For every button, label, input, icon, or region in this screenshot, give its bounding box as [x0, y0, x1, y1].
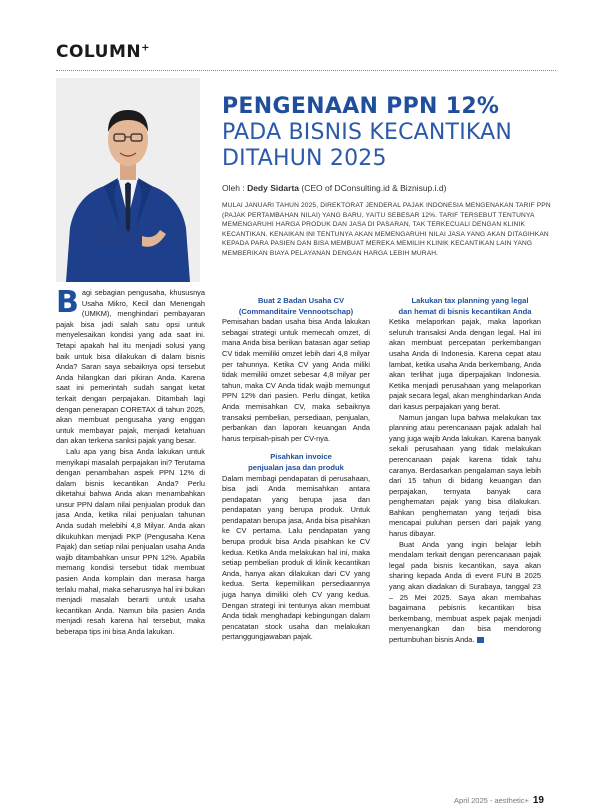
page-number: 19: [532, 795, 544, 806]
column-3: [389, 296, 541, 646]
byline: [222, 183, 446, 193]
subheading-cv-line-2: (Commanditaire Vennootschap): [238, 306, 354, 316]
column3-paragraph-2: Namun jangan lupa bahwa melakukan tax planning atau perencanaan pajak adalah hal yang juga wajib Anda lakukan. Karena banyak sekali perusahaan yang tidak melakukan perencanaan pajak karena tidak tahu caranya. Berdasarkan pengalaman saya lebih dari 15 tahun di bidang keuangan dan perpajakan, ternyata banyak cara penghematan pajak yang bisa dilakukan. Bahkan penghematan yang terjadi bisa mencapai puluhan persen dari pajak yang harus dibayar.: [389, 412, 541, 539]
section-mark: +: [141, 42, 150, 54]
column1-paragraph-2: Lalu apa yang bisa Anda lakukan untuk menyikapi masalah perpajakan ini? Terutama dengan penambahan aspek PPN 12% di dalam bisnis kecantikan Anda? Perlu diketahui bahwa Anda akan menambahkan unsur PPN dalam nilai penjualan produk dan jasa Anda, ketika nilai penjualan tahunan Anda sudah melebihi 4,8 Milyar. Anda akan dikukuhkan menjadi PKP (Pengusaha Kena Pajak) dan setiap nilai penjualan usaha Anda wajib ditambahkan unsur PPN 12%. Apabila memang kondisi tersebut tidak membuat pasien Anda komplain dan merasa harga terlalu mahal, maka seharusnya hal ini bukan menjadi masalah berarti untuk usaha kecantikan Anda. Namun bila pasien Anda menjadi resah karena hal tersebut, maka beberapa tips ini bisa Anda lakukan.: [56, 446, 205, 636]
footer-label: April 2025 - aesthetic+: [454, 796, 529, 805]
article-title: [222, 94, 552, 172]
title-line-1: PENGENAAN PPN 12%: [222, 94, 500, 119]
subheading-cv: [222, 296, 370, 317]
end-mark-icon: [477, 637, 484, 643]
header-divider: [56, 70, 556, 71]
lead-paragraph: MULAI JANUARI TAHUN 2025, DIREKTORAT JENDERAL PAJAK INDONESIA MENGENAKAN TARIF PPN (PAJAK PERTAMBAHAN NILAI) YANG BARU, YAITU SEBESAR 12%. TARIF TERSEBUT TENTUNYA MEMENGARUHI HARGA PRODUK DAN JASA DI PASARAN, TAK TERKECUALI DENGAN KLINIK KECANTIKAN. KENAIKAN INI TENTUNYA AKAN MEMENGARUHI NILAI JASA YANG AKAN DITAGIHKAN KEPADA PARA PASIEN DAN BISA MEMBUAT MEREKA MEMILIH KLINIK KECANTIKAN LAIN YANG MEMBERIKAN BIAYA PELAYANAN DENGAN HARGA LEBIH MURAH.: [222, 202, 551, 257]
column-2: [222, 296, 370, 643]
subheading-invoice-line-2: penjualan jasa dan produk: [248, 462, 344, 472]
drop-cap: B: [56, 285, 79, 320]
subheading-tax-line-2: dan hemat di bisnis kecantikan Anda: [398, 306, 532, 316]
section-header: [56, 42, 150, 62]
author-photo: [56, 78, 200, 282]
page-footer: [454, 795, 544, 806]
column1-paragraph-1-text: agi sebagian pengusaha, khususnya Usaha Mikro, Kecil dan Menengah (UMKM), menghindari pembayaran pajak bisa jadi salah satu opsi untuk menyelesaikan kondisi yang ada saat ini. Tetapi apakah hal itu menjadi solusi yang baik untuk bisa dilakukan di dalam bisnis Anda? Saran saya sebaiknya opsi tersebut Anda hilangkan dari pikiran Anda. Karena saat ini pemerintah sudah sangat ketat terkait dengan perpajakan. Ditambah lagi dengan penerapan CORETAX di tahun 2025, akan membuat pengusaha yang enggan untuk membayar pajak, menjadi ketahuan dan akan terkena sanksi pajak yang besar.: [56, 288, 205, 446]
author-name: Dedy Sidarta: [247, 183, 300, 193]
byline-prefix: Oleh :: [222, 183, 245, 193]
column2-paragraph-2: Dalam membagi pendapatan di perusahaan, bisa jadi Anda memisahkan antara pendapatan yang berupa jasa dan pendapatan yang berupa produk. Untuk pendapatan berupa jasa, Anda bisa pisahkan ke CV pertama. Lalu pendapatan yang berupa produk bisa Anda pisahkan ke CV kedua. Ketika Anda melakukan hal ini, maka setiap pembelian produk di klinik kecantikan Anda, hanya akan dilakukan dari CV yang kedua. Serta kepemilikan persediaannya juga hanya dimiliki oleh CV yang kedua. Dengan strategi ini tentunya akan membuat Anda tidak menghadapi kebingungan dalam pencatatan stock usaha dan melakukan pertanggungjawaban pajak.: [222, 473, 370, 642]
column3-paragraph-3: [389, 540, 541, 646]
subheading-invoice: [222, 452, 370, 473]
column3-paragraph-3-text: Buat Anda yang ingin belajar lebih mendalam terkait dengan perencanaan pajak legal pada bisnis kecantikan, saya akan sharing kepada Anda di event FUN B 2025 yang akan diadakan di Surabaya, tanggal 23 – 25 Mei 2025. Saya akan membahas bagaimana pebisnis kecantikan bisa berkembang, membuat aspek pajak menjadi menyenangkan dan bisa mendorong pertumbuhan bisnis Anda.: [389, 539, 541, 644]
title-line-3: DITAHUN 2025: [222, 146, 387, 171]
column3-paragraph-1: Ketika melaporkan pajak, maka laporkan seluruh transaksi Anda dengan legal. Hal ini akan membuat percepatan perkembangan usaha Anda di Indonesia. Karena cepat atau lambat, ketika usaha Anda berkembang, Anda akan terlihat juga diperpajakan Indonesia. Ketika menjadi perusahaan yang melaporkan pajak secara legal, akan menghindarkan Anda dari kasus perpajakan yang berat.: [389, 317, 541, 411]
subheading-tax-line-1: Lakukan tax planning yang legal: [411, 296, 529, 305]
column-1: [56, 285, 205, 638]
column1-paragraph-1: [56, 285, 205, 447]
author-role: (CEO of DConsulting.id & Biznisup.i.d): [301, 183, 447, 193]
section-label: COLUMN: [56, 42, 142, 62]
subheading-invoice-line-1: Pisahkan invoice: [270, 452, 332, 462]
subheading-cv-line-1: Buat 2 Badan Usaha CV: [257, 296, 345, 305]
author-portrait-illustration: [56, 78, 200, 282]
title-line-2: PADA BISNIS KECANTIKAN: [222, 120, 513, 145]
subheading-tax-planning: [389, 296, 541, 317]
column2-paragraph-1: Pemisahan badan usaha bisa Anda lakukan sebagai strategi untuk memecah omzet, di mana Anda bisa berikan batasan agar setiap CV tidak memiliki omzet lebih dari 4,8 milyar per tahunnya. Ketika CV yang Anda miliki tidak memiliki omzet sebesar 4,8 milyar per tahun, maka CV Anda tidak wajib memungut PPN 12% dari pasien. Perlu diingat, ketika Anda memisahkan CV, maka sebaiknya transaksi pembelian, persediaan, penjualan, perbankan dan laporan keuangan Anda harus terpisah-pisah per CV-nya.: [222, 317, 370, 443]
